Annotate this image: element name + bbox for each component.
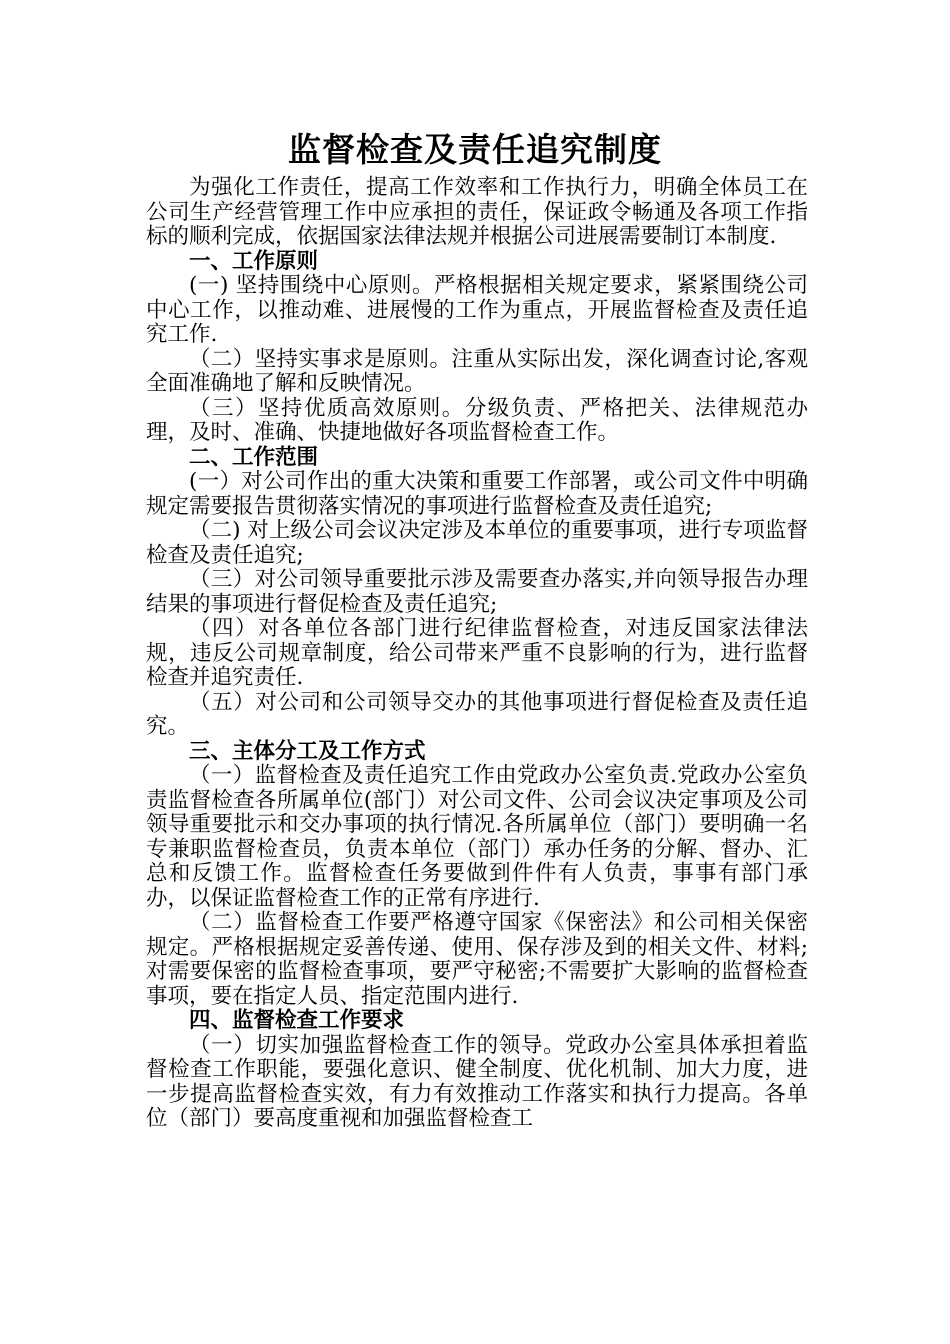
section-paragraph: （五）对公司和公司领导交办的其他事项进行督促检查及责任追究。	[146, 689, 808, 739]
section-paragraph: （四）对各单位各部门进行纪律监督检查，对违反国家法律法规，违反公司规章制度，给公司带来严重不良影响的行为，进行监督检查并追究责任.	[146, 616, 808, 690]
section-paragraph: （三）对公司领导重要批示涉及需要查办落实,并向领导报告办理结果的事项进行督促检查及责任追究;	[146, 567, 808, 617]
section-paragraph: (一) 坚持围绕中心原则。严格根据相关规定要求，紧紧围绕公司中心工作，以推动难、进展慢的工作为重点，开展监督检查及责任追究工作.	[146, 273, 808, 347]
section-heading: 四、监督检查工作要求	[189, 1008, 405, 1033]
section-paragraph: （二）监督检查工作要严格遵守国家《保密法》和公司相关保密规定。严格根据规定妥善传递、使用、保存涉及到的相关文件、材料; 对需要保密的监督检查事项，要严守秘密;不需要扩大影响的监督检查事项，要在指定人员、指定范围内进行.	[146, 910, 808, 1009]
section-paragraph: （二) 对上级公司会议决定涉及本单位的重要事项，进行专项监督检查及责任追究;	[146, 518, 808, 568]
document-title: 监督检查及责任追究制度	[288, 130, 662, 169]
section-paragraph: （二）坚持实事求是原则。注重从实际出发，深化调查讨论,客观全面准确地了解和反映情况。	[146, 346, 808, 396]
document-body	[146, 176, 808, 1132]
section-paragraph: （一）切实加强监督检查工作的领导。党政办公室具体承担着监督检查工作职能，要强化意识、健全制度、优化机制、加大力度，进一步提高监督检查实效，有力有效推动工作落实和执行力提高。各单位（部门）要高度重视和加强监督检查工	[146, 1032, 808, 1131]
section-heading: 二、工作范围	[189, 444, 319, 470]
intro-paragraph: 为强化工作责任，提高工作效率和工作执行力，明确全体员工在公司生产经营管理工作中应承担的责任，保证政令畅通及各项工作指标的顺利完成，依据国家法律法规并根据公司进展需要制订本制度.	[146, 175, 808, 249]
section-heading: 一、工作原则	[189, 248, 319, 274]
section-paragraph: （一）监督检查及责任追究工作由党政办公室负责.党政办公室负责监督检查各所属单位(部门）对公司文件、公司会议决定事项及公司领导重要批示和交办事项的执行情况.各所属单位（部门）要明确一名专兼职监督检查员，负责本单位（部门）承办任务的分解、督办、汇总和反馈工作。监督检查任务要做到件件有人负责，事事有部门承办，以保证监督检查工作的正常有序进行.	[146, 763, 808, 911]
section-paragraph: （三）坚持优质高效原则。分级负责、严格把关、法律规范办理，及时、准确、快捷地做好各项监督检查工作。	[146, 395, 808, 445]
section-heading: 三、主体分工及工作方式	[189, 738, 426, 764]
section-paragraph: (一）对公司作出的重大决策和重要工作部署，或公司文件中明确规定需要报告贯彻落实情况的事项进行监督检查及责任追究;	[146, 469, 808, 519]
